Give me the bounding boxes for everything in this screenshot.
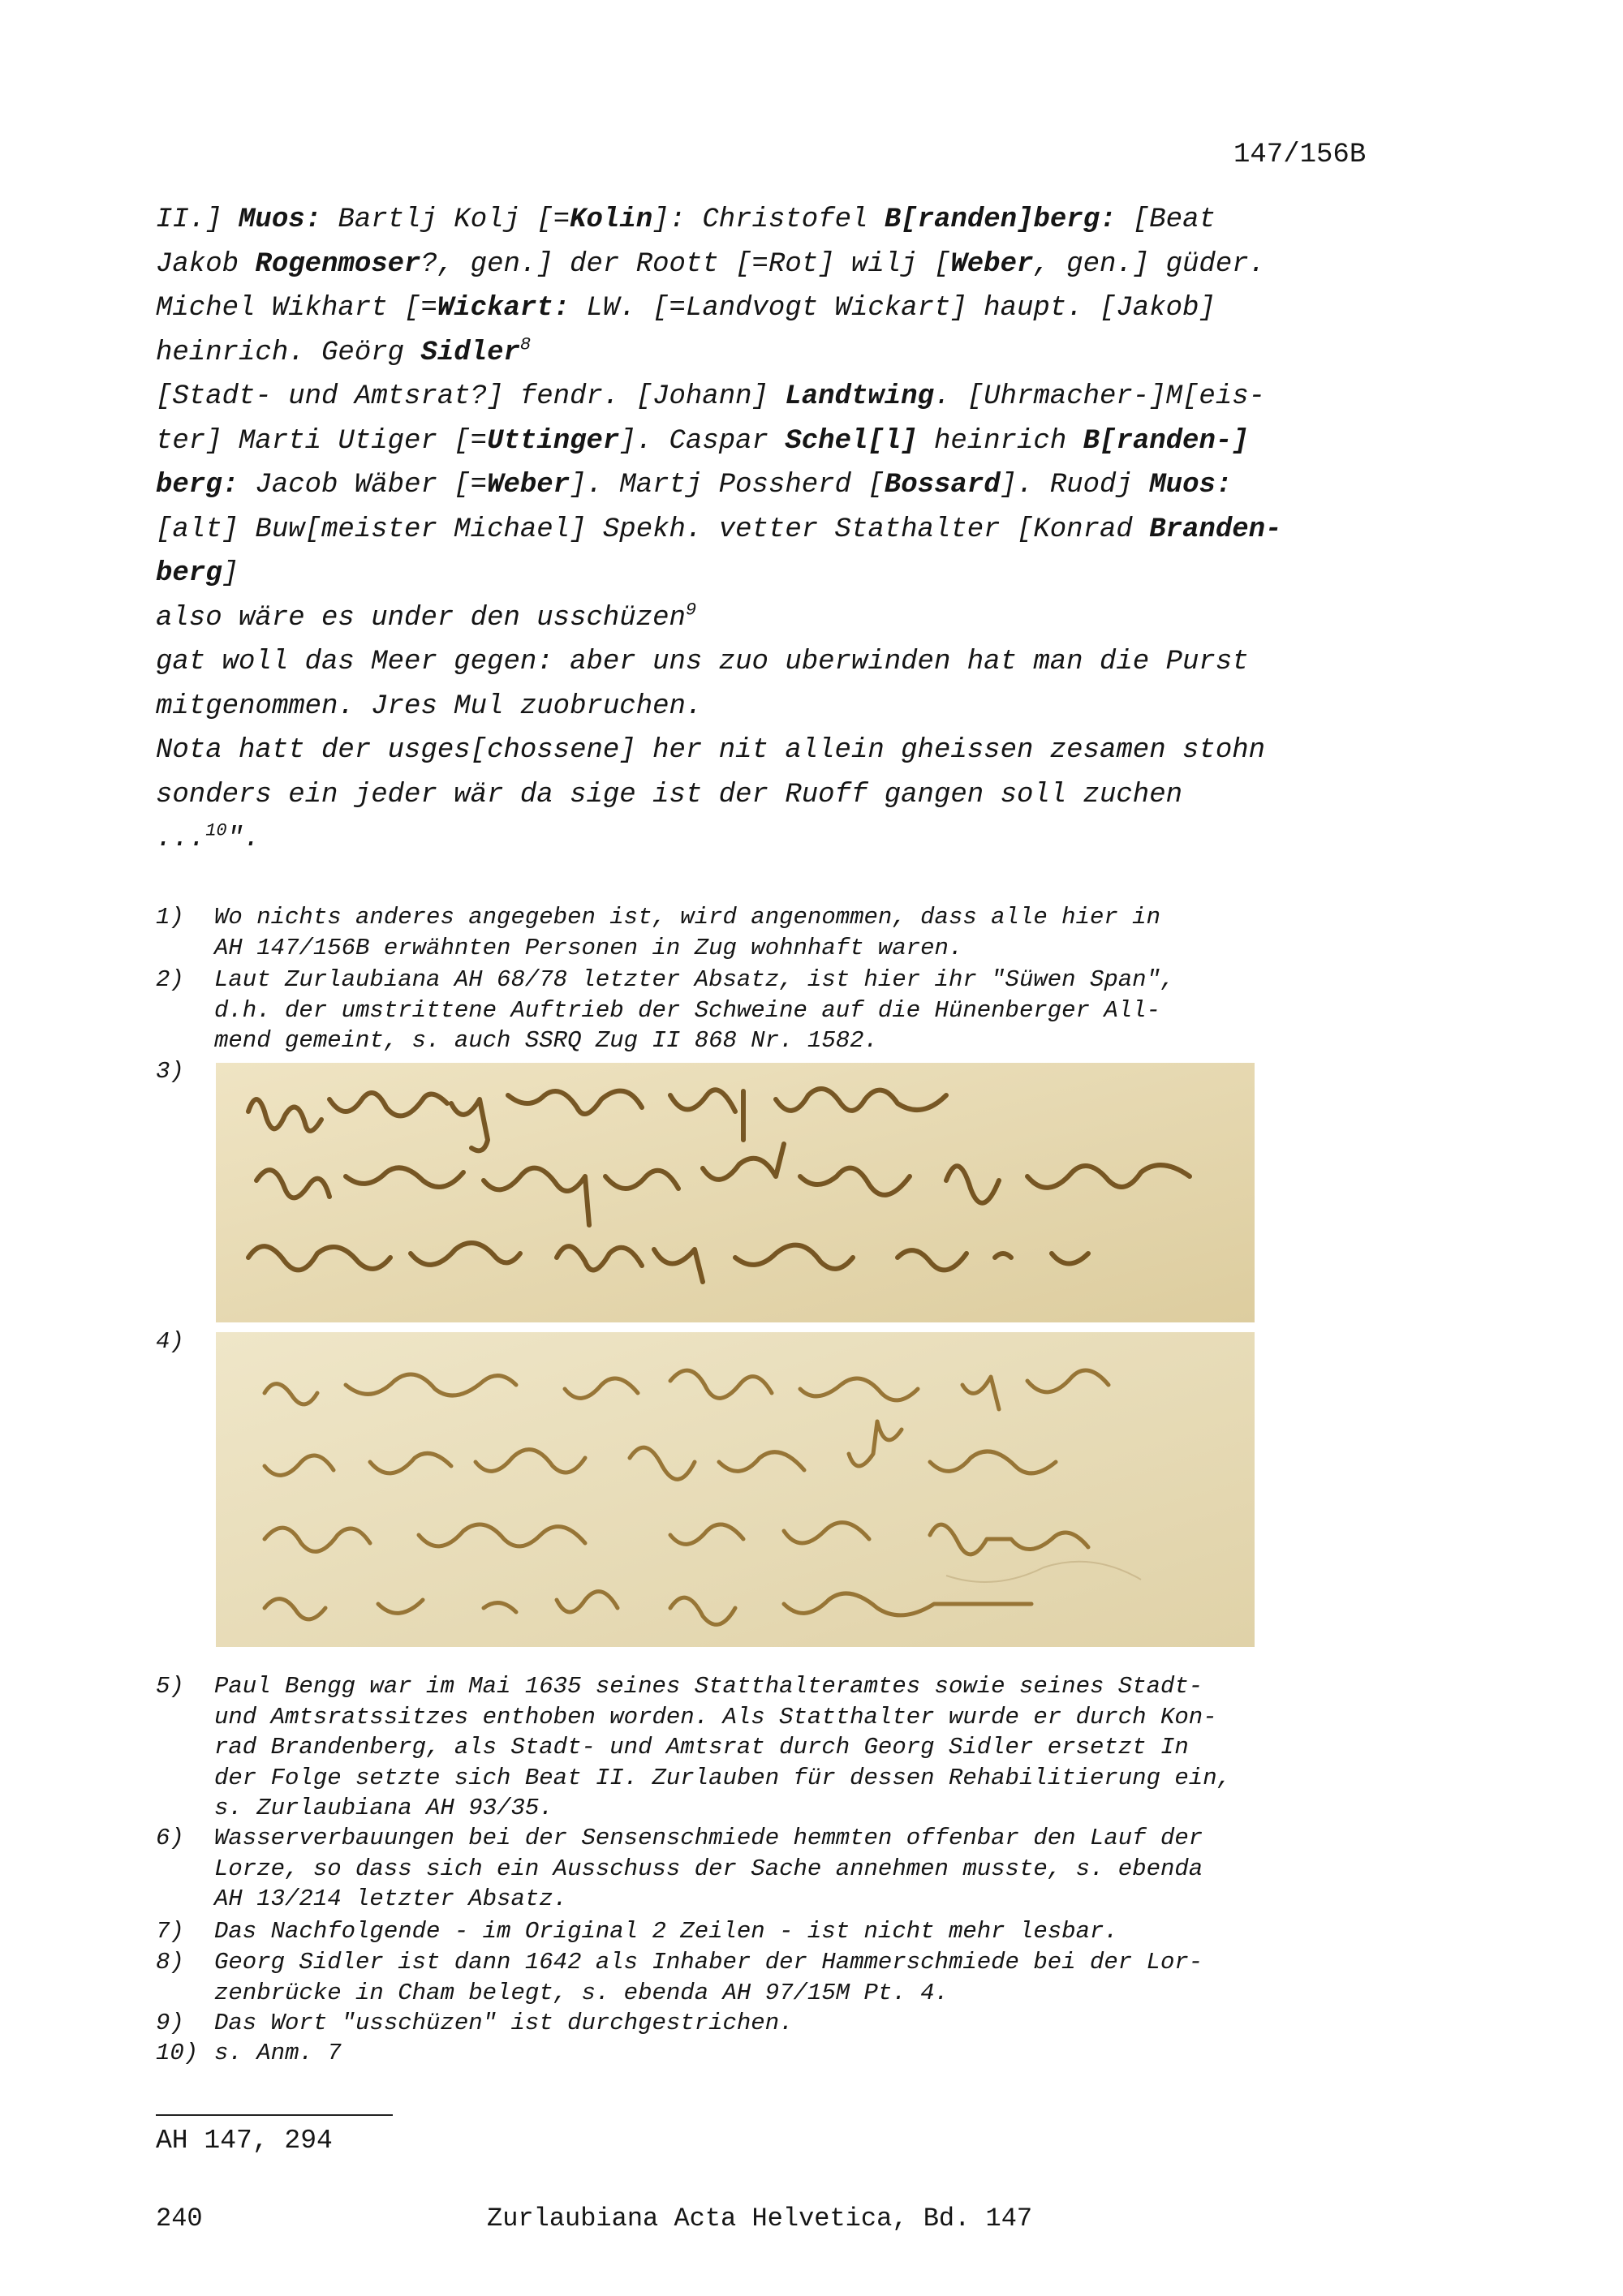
footnote-text: Laut Zurlaubiana AH 68/78 letzter Absatz, ist hier ihr "Süwen Span", d.h. der umstrittene Auftrieb der Schweine auf die Hünenberger All- mend gemeint, s. auch SSRQ Zug II 868 Nr. 1582. <box>214 966 1175 1054</box>
footnote-number: 3) <box>156 1058 184 1085</box>
footnote-text: Georg Sidler ist dann 1642 als Inhaber der Hammerschmiede bei der Lor- zenbrücke in Cham belegt, s. ebenda AH 97/15M Pt. 4. <box>214 1949 1203 2006</box>
footnote-number: 2) <box>156 966 184 993</box>
footnote-text: Wasserverbauungen bei der Sensenschmiede hemmten offenbar den Lauf der Lorze, so dass sich ein Ausschuss der Sache annehmen musste, s. ebenda AH 13/214 letzter Absatz. <box>214 1825 1203 1912</box>
transcription-line: [alt] Buw[meister Michael] Spekh. vetter Stathalter [Konrad Branden- <box>156 514 1282 545</box>
footnote-text: Das Nachfolgende - im Original 2 Zeilen - ist nicht mehr lesbar. <box>214 1918 1118 1945</box>
transcription-line: [Stadt- und Amtsrat?] fendr. [Johann] Landtwing. [Uhrmacher-]M[eis- <box>156 381 1266 412</box>
footnote-number: 10) <box>156 2040 199 2066</box>
transcription-line: ...$^{10}$". <box>156 820 260 854</box>
footnote-divider <box>156 2114 393 2116</box>
transcription-line: also wäre es under den usschüzen$^9$ <box>156 600 697 634</box>
footnote-number: 9) <box>156 2010 184 2036</box>
transcription-line: mitgenommen. Jres Mul zuobruchen. <box>156 690 703 722</box>
footnote-number: 8) <box>156 1949 184 1976</box>
footnote-text: Wo nichts anderes angegeben ist, wird angenommen, dass alle hier in AH 147/156B erwähnten Personen in Zug wohnhaft waren. <box>214 904 1160 961</box>
transcription-line: berg] <box>156 558 239 589</box>
transcription-line: sonders ein jeder wär da sige ist der Ruoff gangen soll zuchen <box>156 779 1183 810</box>
footnote-number: 4) <box>156 1328 184 1355</box>
footnote-number: 7) <box>156 1918 184 1945</box>
transcription-line: Jakob Rogenmoser?, gen.] der Roott [=Rot] wilj [Weber, gen.] güder. <box>156 248 1266 280</box>
source-reference: AH 147, 294 <box>156 2126 333 2156</box>
transcription-line: Michel Wikhart [=Wickart: LW. [=Landvogt Wickart] haupt. [Jakob] <box>156 293 1216 324</box>
page-number: 240 <box>156 2204 203 2234</box>
handwriting-scan <box>216 1063 1255 1322</box>
manuscript-image-4 <box>216 1332 1255 1647</box>
publication-title: Zurlaubiana Acta Helvetica, Bd. 147 <box>487 2204 1033 2234</box>
footnote-text: Das Wort "usschüzen" ist durchgestrichen. <box>214 2010 794 2036</box>
footnote-number: 6) <box>156 1825 184 1851</box>
transcription-line: berg: Jacob Wäber [=Weber]. Martj Possherd [Bossard]. Ruodj Muos: <box>156 470 1233 501</box>
transcription-line: gat woll das Meer gegen: aber uns zuo uberwinden hat man die Purst <box>156 647 1249 677</box>
footnote-number: 1) <box>156 904 184 931</box>
transcription-line: heinrich. Geörg Sidler$^8$ <box>156 334 532 368</box>
manuscript-image-3 <box>216 1063 1255 1322</box>
document-id: 147/156B <box>1233 140 1367 170</box>
footnote-text: s. Anm. 7 <box>214 2040 342 2066</box>
transcription-line: II.] Muos: Bartlj Kolj [=Kolin]: Christofel B[randen]berg: [Beat <box>156 204 1216 235</box>
handwriting-scan <box>216 1332 1255 1647</box>
footnote-number: 5) <box>156 1673 184 1700</box>
footnote-text: Paul Bengg war im Mai 1635 seines Statthalteramtes sowie seines Stadt- und Amtsratssitzes enthoben worden. Als Statthalter wurde er durch Kon- rad Brandenberg, als Stadt- und Amtsrat durch Georg Sidler ersetzt In der Folge setzte sich Beat II. Zurlauben für dessen Rehabilitierung ein, s. Zurlaubiana AH 93/35. <box>214 1673 1232 1821</box>
transcription-line: Nota hatt der usges[chossene] her nit allein gheissen zesamen stohn <box>156 735 1266 766</box>
transcription-line: ter] Marti Utiger [=Uttinger]. Caspar Schel[l] heinrich B[randen-] <box>156 425 1249 457</box>
